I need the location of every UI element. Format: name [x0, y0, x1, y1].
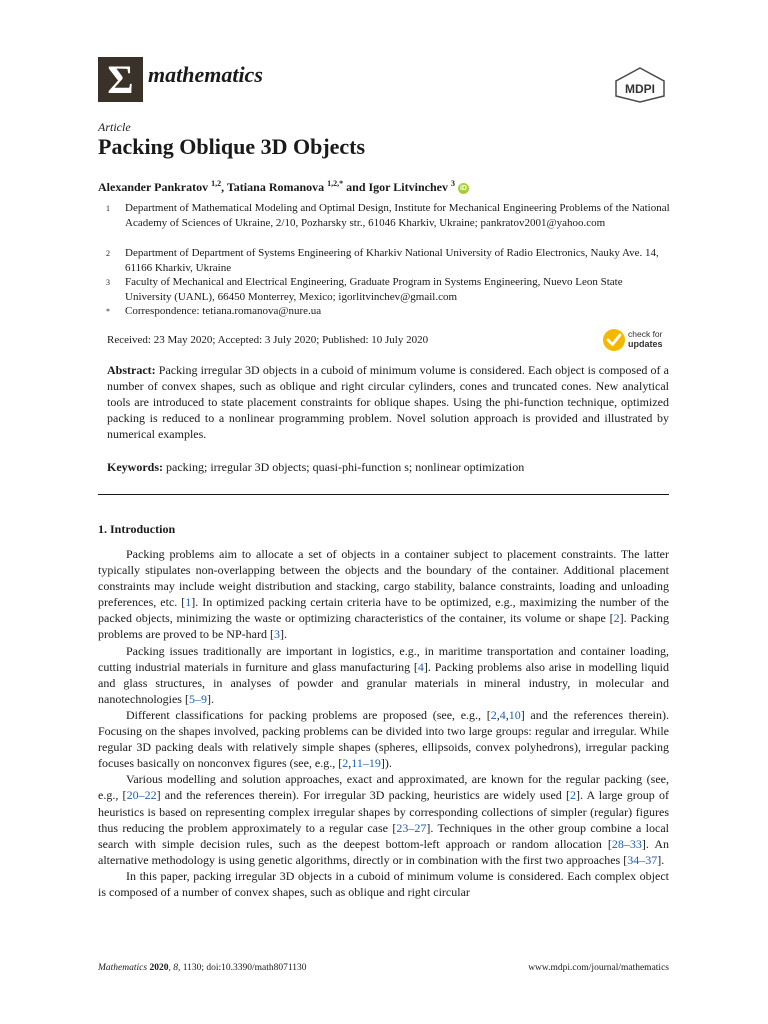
footer-url[interactable]: www.mdpi.com/journal/mathematics	[528, 963, 669, 973]
author-name[interactable]: Tatiana Romanova	[226, 180, 325, 194]
affiliation-2	[98, 246, 670, 276]
affiliation-number: 1	[106, 204, 110, 213]
footer-year: 2020	[147, 963, 169, 973]
citation-link[interactable]: 4	[417, 659, 424, 674]
citation-link[interactable]: 3	[273, 627, 280, 642]
paragraph: Packing issues traditionally are important in logistics, e.g., in maritime transportation and container loading, cutting industrial materials in furniture and glass manufacturing [4]. Packing problems also arise in modelling liquid and glass structures, in analyses of powder and granular materials in mineral industry, in molecular and nanotechnologies [5–9].	[98, 643, 669, 706]
affiliation-text: Department of Mathematical Modeling and Optimal Design, Institute for Mechanical Engineering Problems of the National Academy of Sciences of Ukraine, 2/10, Pozharsky str., 61046 Kharkiv, Ukraine; pankratov2001@yahoo.com	[125, 202, 670, 229]
abstract-label: Abstract:	[107, 363, 156, 377]
paragraph: In this paper, packing irregular 3D objects in a cuboid of minimum volume is considered. Each complex object is composed of a number of convex shapes, such as oblique and right circular	[98, 868, 669, 899]
author-separator: ,	[221, 180, 227, 194]
citation-link[interactable]: 2	[490, 707, 497, 722]
article-type: Article	[98, 120, 131, 134]
footer-citation	[98, 963, 307, 973]
citation-link[interactable]: 2	[570, 788, 576, 803]
publication-dates: Received: 23 May 2020; Accepted: 3 July 2020; Published: 10 July 2020	[107, 334, 429, 346]
affiliation-text: Correspondence: tetiana.romanova@nure.ua	[125, 305, 322, 317]
citation-link[interactable]: 5–9	[188, 691, 207, 706]
keywords	[107, 460, 669, 475]
mdpi-logo	[612, 66, 668, 104]
affiliation-number: 2	[106, 249, 110, 258]
affiliation-text: Department of Department of Systems Engineering of Kharkiv National University of Radio Electronics, Nauky Ave. 14, 61166 Kharkiv, Ukraine	[125, 247, 659, 274]
page-title: Packing Oblique 3D Objects	[98, 134, 366, 159]
section-heading: 1. Introduction	[98, 522, 176, 536]
journal-logo-glyph: Σ	[107, 57, 134, 102]
author-affiliation-mark: 1,2,*	[327, 179, 344, 188]
footer-journal: Mathematics	[98, 963, 148, 973]
citation-link[interactable]: 4	[499, 707, 506, 722]
affiliation-number: *	[106, 307, 110, 316]
affiliation-1	[98, 201, 670, 231]
check-for-updates-badge[interactable]	[602, 326, 672, 354]
author-name[interactable]: Igor Litvinchev	[368, 180, 448, 194]
citation-link[interactable]: 10	[508, 707, 521, 722]
citation-link[interactable]: 2	[613, 611, 620, 626]
author-affiliation-mark: 3	[450, 179, 455, 188]
author-affiliation-mark: 1,2	[211, 179, 222, 188]
citation-link[interactable]: 23–27	[396, 820, 427, 835]
paragraph: Packing problems aim to allocate a set of objects in a container subject to placement constraints. The latter typically stipulates non-overlapping between the objects and the boundary of the container. Additional placement constraints may include weight distribution and stacking, cargo stability, balance constraints, loading and unloading preferences, etc. [1]. In optimized packing certain criteria have to be optimized, e.g., maximizing the number of the packed objects, minimizing the waste or optimizing characteristics of the container, its volume or shape [2]. Packing problems are proved to be NP-hard [3].	[98, 547, 669, 642]
journal-logo	[98, 57, 143, 102]
author-name[interactable]: Alexander Pankratov	[98, 180, 209, 194]
author-separator: and	[343, 180, 369, 194]
journal-name: mathematics	[148, 62, 263, 87]
check-updates-line2: updates	[628, 339, 663, 349]
keywords-text: packing; irregular 3D objects; quasi-phi-function s; nonlinear optimization	[163, 460, 525, 474]
citation-link[interactable]: 2	[342, 756, 349, 771]
check-updates-line1: check for	[628, 329, 663, 339]
citation-link[interactable]: 34–37	[627, 852, 658, 867]
affiliation-3	[98, 275, 670, 305]
keywords-label: Keywords:	[107, 460, 163, 474]
affiliation-number: 3	[106, 278, 110, 287]
affiliation-text: Faculty of Mechanical and Electrical Engineering, Graduate Program in Systems Engineering, Nuevo Leon State University (UANL), 66450 Monterrey, Mexico; igorlitvinchev@gmail.com	[125, 276, 623, 303]
mdpi-logo-text: MDPI	[625, 82, 655, 96]
citation-link[interactable]: 28–33	[611, 836, 642, 851]
section-divider	[98, 494, 669, 495]
citation-link[interactable]: 1	[185, 595, 192, 610]
orcid-icon[interactable]: iD	[459, 185, 467, 192]
body-text	[98, 546, 669, 900]
abstract	[107, 362, 669, 442]
citation-link[interactable]: 11–19	[351, 756, 381, 771]
correspondence	[98, 304, 670, 319]
footer-volume: , 8,	[168, 963, 181, 973]
paragraph: Different classifications for packing problems are proposed (see, e.g., [2,4,10] and the references therein). Focusing on the shapes involved, packing problems can be divided into two large groups: regular and irregular. While regular 3D packing deals with relatively simple shapes (spheres, ellipsoids, convex polyhedrons), irregular packing focuses basically on nonconvex figures (see, e.g., [2,11–19]).	[98, 707, 669, 771]
paragraph: Various modelling and solution approaches, exact and approximated, are known for the regular packing (see, e.g., [20–22] and the references therein). For irregular 3D packing, heuristics are widely used [2]. A large group of heuristics is based on representing complex irregular shapes by corresponding collections of simpler (regular) figures thus reducing the problem approximately to a regular case [23–27]. Techniques in the other group combine a local search with simple decision rules, such as the deepest bottom-left approach or random allocation [28–33]. An alternative methodology is using genetic algorithms, directly or in combination with the first two approaches [34–37].	[98, 772, 669, 867]
author-list	[98, 179, 469, 195]
citation-link[interactable]: 20–22	[126, 788, 157, 803]
footer-doi: 1130; doi:10.3390/math8071130	[180, 963, 307, 973]
abstract-text: Packing irregular 3D objects in a cuboid of minimum volume is considered. Each object is composed of a number of convex shapes, such as oblique and right circular cylinders, cones and truncated cones. New analytical tools are introduced to state placement constraints for oblique shapes. Using the phi-function technique, optimized packing is reduced to a nonlinear programming problem. Novel solution approach is provided and illustrated by numerical examples.	[107, 363, 669, 441]
